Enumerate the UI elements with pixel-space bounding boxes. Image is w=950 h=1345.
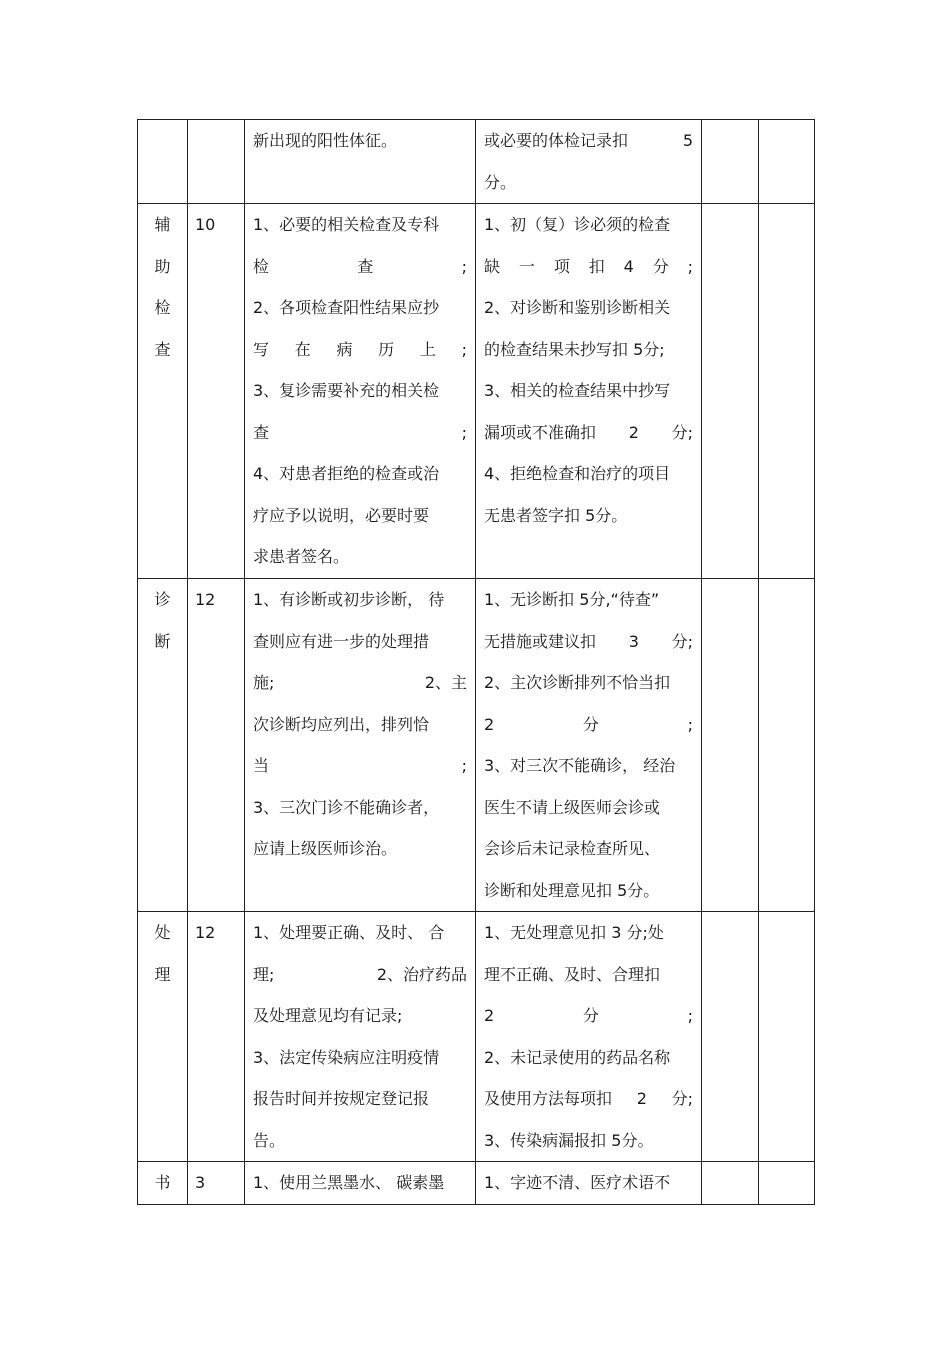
- empty-cell: [702, 204, 759, 579]
- empty-cell: [702, 120, 759, 204]
- requirement-line: 次诊断均应列出，排列恰: [253, 714, 430, 734]
- requirement-line: 查 ;: [253, 422, 467, 442]
- category-char: 检: [154, 298, 171, 317]
- deduction-line: 或必要的体检记录扣 5: [484, 131, 693, 150]
- requirement-line: 及处理意见均有记录;: [253, 1006, 403, 1025]
- deduction-cell: [476, 912, 702, 1162]
- score-cell: [188, 120, 245, 204]
- empty-cell: [759, 120, 815, 204]
- empty-cell: [759, 912, 815, 1162]
- requirement-line: 查则应有进一步的处理措: [253, 631, 430, 651]
- deduction-line: 医生不请上级医师会诊或: [484, 797, 661, 817]
- requirement-line: 1、必要的相关检查及专科: [253, 215, 440, 234]
- category-char: 理: [154, 964, 171, 984]
- requirement-line: 报告时间并按规定登记报: [253, 1089, 430, 1108]
- requirement-line: 3、三次门诊不能确诊者，: [253, 797, 440, 817]
- deduction-line: 会诊后未记录检查所见、: [484, 839, 661, 858]
- deduction-line: 分。: [484, 172, 517, 192]
- category-char: 助: [154, 256, 171, 276]
- deduction-cell: [476, 204, 702, 579]
- deduction-line: 1、无诊断扣 5分,“待查”: [484, 590, 660, 609]
- deduction-cell: [476, 1162, 702, 1205]
- category-char: 处: [154, 923, 171, 942]
- deduction-line: 理不正确、及时、合理扣: [484, 964, 661, 984]
- deduction-line: 的检查结果未抄写扣 5分;: [484, 339, 665, 359]
- deduction-line: 及使用方法每项扣 2 分;: [484, 1089, 693, 1108]
- table-row: [138, 120, 815, 204]
- score-cell: 12: [188, 912, 245, 1162]
- deduction-line: 缺 一 项 扣 4 分 ;: [484, 256, 693, 276]
- requirement-line: 当 ;: [253, 756, 467, 775]
- requirement-line: 2、各项检查阳性结果应抄: [253, 298, 440, 317]
- scoring-table-body: [138, 120, 815, 1205]
- score-cell: 12: [188, 579, 245, 912]
- deduction-cell: [476, 120, 702, 204]
- empty-cell: [759, 579, 815, 912]
- deduction-cell: [476, 579, 702, 912]
- requirement-cell: [245, 120, 476, 204]
- deduction-line: 4、拒绝检查和治疗的项目: [484, 464, 671, 483]
- requirement-cell: [245, 204, 476, 579]
- requirement-cell: [245, 579, 476, 912]
- requirement-line: 1、有诊断或初步诊断， 待: [253, 590, 445, 609]
- empty-cell: [759, 204, 815, 579]
- category-cell: [138, 579, 188, 912]
- deduction-line: 无患者签字扣 5分。: [484, 505, 628, 525]
- table-row: [138, 204, 815, 579]
- score-cell: 10: [188, 204, 245, 579]
- requirement-line: 1、处理要正确、及时、 合: [253, 923, 445, 942]
- deduction-line: 漏项或不准确扣 2 分;: [484, 422, 693, 442]
- requirement-line: 理; 2、治疗药品: [253, 964, 467, 984]
- deduction-line: 诊断和处理意见扣 5分。: [484, 880, 660, 900]
- empty-cell: [759, 1162, 815, 1205]
- requirement-line: 应请上级医师诊治。: [253, 839, 398, 858]
- requirement-line: 检 查 ;: [253, 256, 467, 276]
- deduction-line: 1、初（复）诊必须的检查: [484, 215, 671, 234]
- deduction-line: 2、未记录使用的药品名称: [484, 1047, 671, 1067]
- deduction-line: 2 分 ;: [484, 714, 693, 734]
- table-row: [138, 1162, 815, 1205]
- category-cell: [138, 1162, 188, 1205]
- empty-cell: [702, 912, 759, 1162]
- category-cell: [138, 204, 188, 579]
- requirement-cell: [245, 1162, 476, 1205]
- empty-cell: [702, 579, 759, 912]
- deduction-line: 1、字迹不清、医疗术语不: [484, 1173, 671, 1192]
- deduction-line: 3、对三次不能确诊， 经治: [484, 756, 676, 775]
- deduction-line: 3、相关的检查结果中抄写: [484, 381, 671, 400]
- category-cell: [138, 912, 188, 1162]
- deduction-line: 1、无处理意见扣 3 分;处: [484, 923, 664, 942]
- deduction-line: 2、主次诊断排列不恰当扣: [484, 673, 671, 692]
- deduction-line: 3、传染病漏报扣 5分。: [484, 1130, 654, 1150]
- empty-cell: [702, 1162, 759, 1205]
- requirement-line: 4、对患者拒绝的检查或治: [253, 464, 440, 483]
- requirement-line: 疗应予以说明，必要时要: [253, 505, 430, 525]
- requirement-line: 新出现的阳性体征。: [253, 131, 398, 150]
- category-char: 查: [154, 339, 171, 359]
- deduction-line: 无措施或建议扣 3 分;: [484, 631, 693, 651]
- category-char: 断: [154, 631, 171, 651]
- table-row: [138, 912, 815, 1162]
- requirement-line: 施; 2、主: [253, 673, 467, 692]
- scoring-table: [137, 119, 815, 1205]
- requirement-line: 写 在 病 历 上 ;: [253, 339, 467, 359]
- score-cell: 3: [188, 1162, 245, 1205]
- requirement-line: 告。: [253, 1130, 286, 1150]
- requirement-line: 3、复诊需要补充的相关检: [253, 381, 440, 400]
- deduction-line: 2 分 ;: [484, 1006, 693, 1025]
- requirement-line: 3、法定传染病应注明疫情: [253, 1047, 440, 1067]
- table-row: [138, 579, 815, 912]
- deduction-line: 2、对诊断和鉴别诊断相关: [484, 298, 671, 317]
- requirement-line: 求患者签名。: [253, 547, 350, 566]
- requirement-line: 1、使用兰黑墨水、 碳素墨: [253, 1173, 445, 1192]
- category-char: 辅: [154, 215, 171, 234]
- requirement-cell: [245, 912, 476, 1162]
- category-char: 诊: [154, 590, 171, 609]
- category-cell: [138, 120, 188, 204]
- category-char: 书: [154, 1173, 171, 1192]
